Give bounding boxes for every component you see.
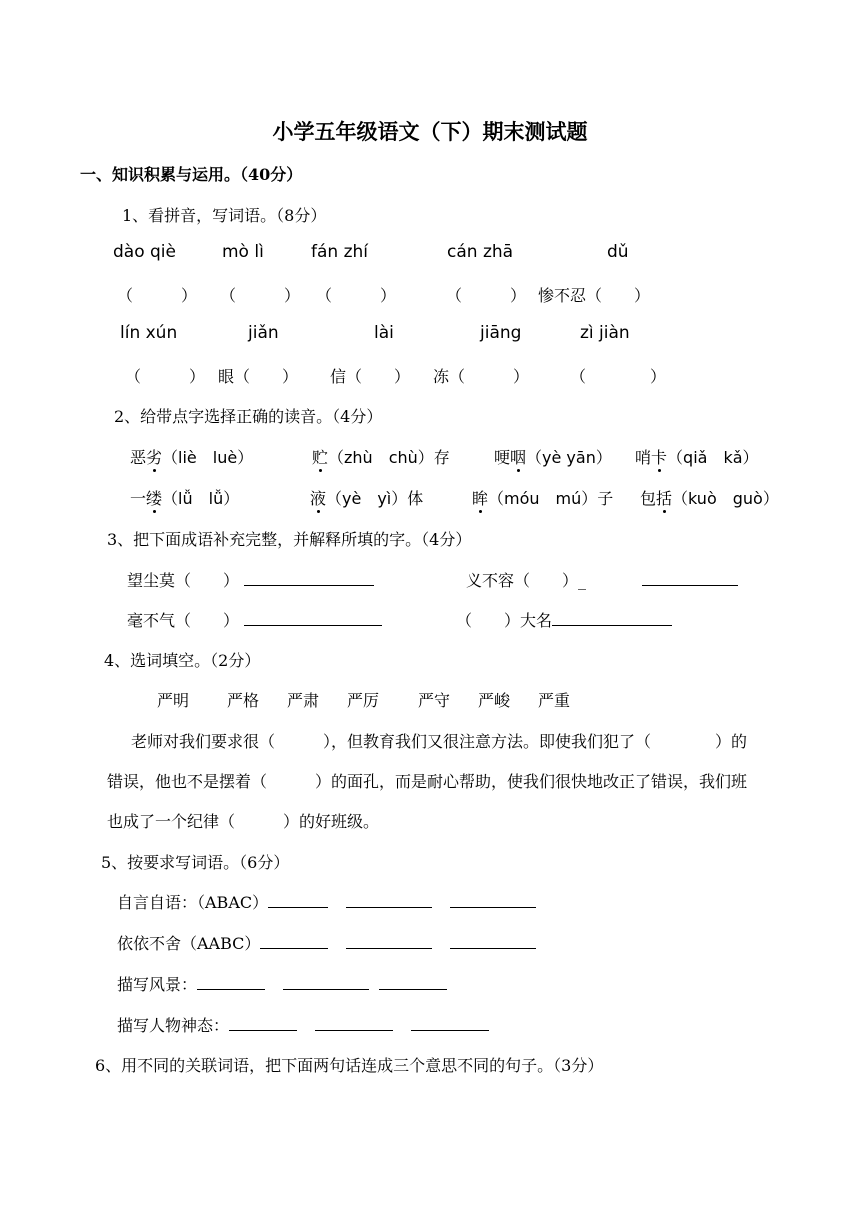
word-option: 严守 [418,691,451,710]
reading-choice: 眸（móu mú）子 [472,486,613,509]
pinyin: dào qiè [113,242,176,262]
answer-bracket: 眼（ ） [218,367,299,386]
pinyin: lài [374,323,394,343]
section-heading: 一、知识积累与运用。（40分） [80,165,303,184]
idiom-item: （ ）大名 [456,608,672,631]
paragraph-line: 错误，他也不是摆着（ ）的面孔，而是耐心帮助，使我们很快地改正了错误，我们班 [107,772,748,791]
word-item: 自言自语：（ABAC） [117,890,536,913]
word-item: 描写人物神态： [117,1013,489,1036]
word-option: 严格 [227,691,260,710]
reading-choice: 哨卡（qiǎ kǎ） [635,445,759,468]
word-option: 严厉 [347,691,380,710]
question-1-heading: 1、看拼音，写词语。（8分） [122,206,327,225]
answer-bracket: （ ） [446,286,527,305]
word-option: 严峻 [478,691,511,710]
word-item: 描写风景： [117,972,447,995]
reading-choice: 贮（zhù chù）存 [312,445,450,468]
answer-bracket: 信（ ） [330,367,411,386]
word-option: 严肃 [287,691,320,710]
pinyin: jiǎn [248,323,279,343]
question-5-heading: 5、按要求写词语。（6分） [101,853,290,872]
reading-choice: 包括（kuò guò） [640,486,779,509]
answer-bracket: （ ） [220,286,301,305]
page-title: 小学五年级语文（下）期末测试题 [272,119,588,144]
idiom-item: 毫不气（ ） [127,608,382,631]
pinyin: dǔ [607,242,629,262]
answer-bracket: （ ） [117,286,198,305]
pinyin: fán zhí [311,242,369,262]
answer-bracket: （ ） [125,367,206,386]
answer-bracket: 冻（ ） [433,367,530,386]
reading-choice: 哽咽（yè yān） [494,445,612,468]
pinyin: zì jiàn [580,323,630,343]
reading-choice: 液（yè yì）体 [310,486,423,509]
paragraph-line: 也成了一个纪律（ ）的好班级。 [107,812,380,831]
word-option: 严明 [157,691,190,710]
reading-choice: 恶劣（liè luè） [130,445,253,468]
paragraph-line: 老师对我们要求很（ ），但教育我们又很注意方法。即使我们犯了（ ）的 [131,732,748,751]
question-4-heading: 4、选词填空。（2分） [104,651,261,670]
pinyin: cán zhā [447,242,514,262]
question-6-heading: 6、用不同的关联词语，把下面两句话连成三个意思不同的句子。（3分） [95,1056,604,1075]
word-item: 依依不舍（AABC） [117,931,536,954]
pinyin: jiāng [480,323,522,343]
answer-bracket: （ ） [316,286,397,305]
idiom-item: 望尘莫（ ） [127,568,374,591]
pinyin: lín xún [120,323,178,343]
answer-bracket: （ ） [570,367,667,386]
word-option: 严重 [538,691,571,710]
reading-choice: 一缕（lǚ lǚ） [130,486,239,509]
question-3-heading: 3、把下面成语补充完整，并解释所填的字。（4分） [107,530,472,549]
question-2-heading: 2、给带点字选择正确的读音。（4分） [114,407,383,426]
answer-bracket: 惨不忍（ ） [538,286,651,305]
idiom-item: 义不容（ ）_ [466,568,738,591]
pinyin: mò lì [222,242,264,262]
